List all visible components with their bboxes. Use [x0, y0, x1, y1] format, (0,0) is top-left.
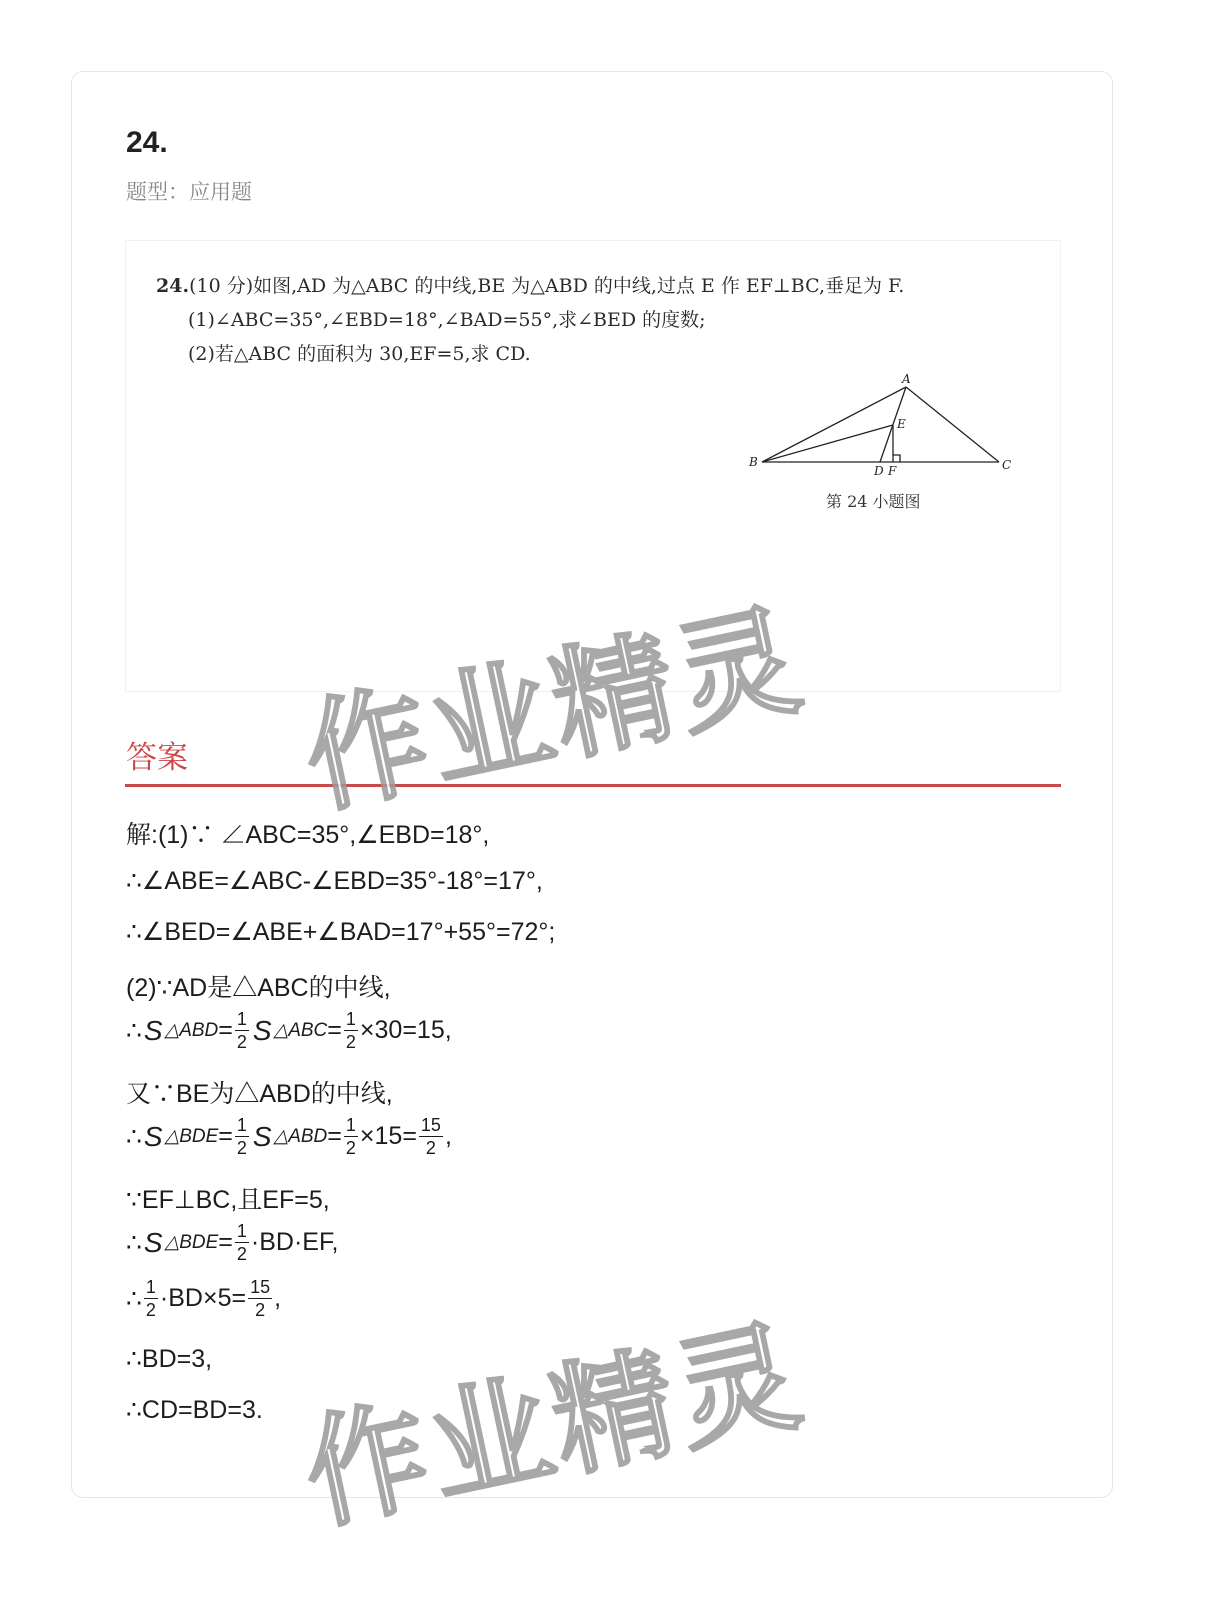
segment-be	[762, 425, 893, 462]
numerator: 1	[145, 1277, 156, 1297]
figure-caption: 第 24 小题图	[826, 492, 921, 511]
right-angle-mark	[893, 455, 900, 462]
solution-line-2: ∴∠ABE=∠ABC-∠EBD=35°-18°=17°,	[126, 867, 543, 895]
expression-tail: ,	[444, 1122, 452, 1150]
label-a: A	[902, 372, 911, 386]
solution-line-4: (2)∵AD是△ABC的中线,	[126, 974, 391, 1002]
denominator: 2	[236, 1032, 247, 1052]
fraction	[344, 1010, 358, 1051]
question-number: 24.	[126, 126, 168, 159]
solution-line-10	[126, 1278, 281, 1319]
answer-title: 答案	[126, 740, 188, 776]
area-subscript: △BDE	[164, 1126, 219, 1147]
denominator: 2	[145, 1300, 156, 1320]
equals: =	[218, 1228, 233, 1256]
equals: =	[327, 1122, 342, 1150]
numerator: 1	[345, 1115, 356, 1135]
question-card	[71, 71, 1113, 1548]
question-image	[125, 240, 1061, 692]
solution-line-9	[126, 1222, 338, 1263]
label-f: F	[888, 464, 897, 478]
area-subscript: △ABD	[164, 1020, 219, 1041]
question-line-1	[156, 271, 904, 298]
fraction	[235, 1222, 249, 1263]
solution-line-8: ∵EF⊥BC,且EF=5,	[126, 1186, 330, 1214]
area-symbol: S	[252, 1014, 272, 1046]
equals: =	[327, 1016, 342, 1044]
expression-tail: ·BD·EF,	[250, 1228, 339, 1256]
segment-ac	[906, 387, 999, 462]
denominator: 2	[345, 1032, 356, 1052]
question-line-1-text: (10 分)如图,AD 为△ABC 的中线,BE 为△ABD 的中线,过点 E 作 EF⊥BC,垂足为 F.	[189, 275, 905, 297]
solution-line-11: ∴BD=3,	[126, 1345, 213, 1373]
label-d: D	[874, 464, 884, 478]
numerator: 15	[420, 1115, 441, 1135]
expression-middle: ×15=	[359, 1122, 417, 1150]
expression-tail: ×30=15,	[359, 1016, 452, 1044]
solution-line-3: ∴∠BED=∠ABE+∠BAD=17°+55°=72°;	[126, 918, 556, 946]
expression-middle: ·BD×5=	[159, 1284, 247, 1312]
denominator: 2	[425, 1138, 436, 1158]
numerator: 15	[250, 1277, 271, 1297]
fraction	[144, 1278, 158, 1319]
area-symbol: S	[143, 1120, 163, 1152]
fraction	[419, 1116, 443, 1157]
fraction	[235, 1116, 249, 1157]
question-line-2: (1)∠ABC=35°,∠EBD=18°,∠BAD=55°,求∠BED 的度数;	[188, 309, 706, 331]
numerator: 1	[236, 1009, 247, 1029]
watermark-top: 作业精灵	[292, 587, 816, 832]
therefore-symbol: ∴	[126, 1284, 142, 1313]
watermark-bottom: 作业精灵	[292, 1303, 816, 1548]
answer-divider	[125, 784, 1061, 787]
therefore-symbol: ∴	[126, 1016, 142, 1045]
area-symbol: S	[252, 1120, 272, 1152]
solution-line-5	[126, 1010, 452, 1051]
therefore-symbol: ∴	[126, 1228, 142, 1257]
label-e: E	[897, 417, 906, 431]
denominator: 2	[345, 1138, 356, 1158]
solution-line-7	[126, 1116, 452, 1157]
denominator: 2	[236, 1138, 247, 1158]
label-b: B	[749, 455, 758, 469]
denominator: 2	[236, 1244, 247, 1264]
expression-tail: ,	[274, 1284, 282, 1312]
equals: =	[218, 1122, 233, 1150]
therefore-symbol: ∴	[126, 1122, 142, 1151]
numerator: 1	[345, 1009, 356, 1029]
question-type-label: 题型：	[126, 180, 189, 204]
area-symbol: S	[143, 1014, 163, 1046]
fraction	[248, 1278, 272, 1319]
denominator: 2	[255, 1300, 266, 1320]
question-line-1-number: 24.	[156, 275, 190, 297]
fraction	[344, 1116, 358, 1157]
question-type	[126, 176, 252, 206]
solution-line-12: ∴CD=BD=3.	[126, 1396, 263, 1424]
label-c: C	[1002, 458, 1012, 472]
solution-line-1: 解:(1)∵ ∠ABC=35°,∠EBD=18°,	[126, 821, 490, 849]
question-type-value: 应用题	[189, 180, 252, 204]
area-subscript: △BDE	[164, 1232, 219, 1253]
area-subscript: △ABD	[273, 1126, 328, 1147]
fraction	[235, 1010, 249, 1051]
area-symbol: S	[143, 1226, 163, 1258]
solution-line-6: 又∵BE为△ABD的中线,	[126, 1080, 393, 1108]
numerator: 1	[236, 1115, 247, 1135]
equals: =	[218, 1016, 233, 1044]
question-line-3: (2)若△ABC 的面积为 30,EF=5,求 CD.	[188, 343, 531, 365]
area-subscript: △ABC	[273, 1020, 328, 1041]
numerator: 1	[236, 1221, 247, 1241]
